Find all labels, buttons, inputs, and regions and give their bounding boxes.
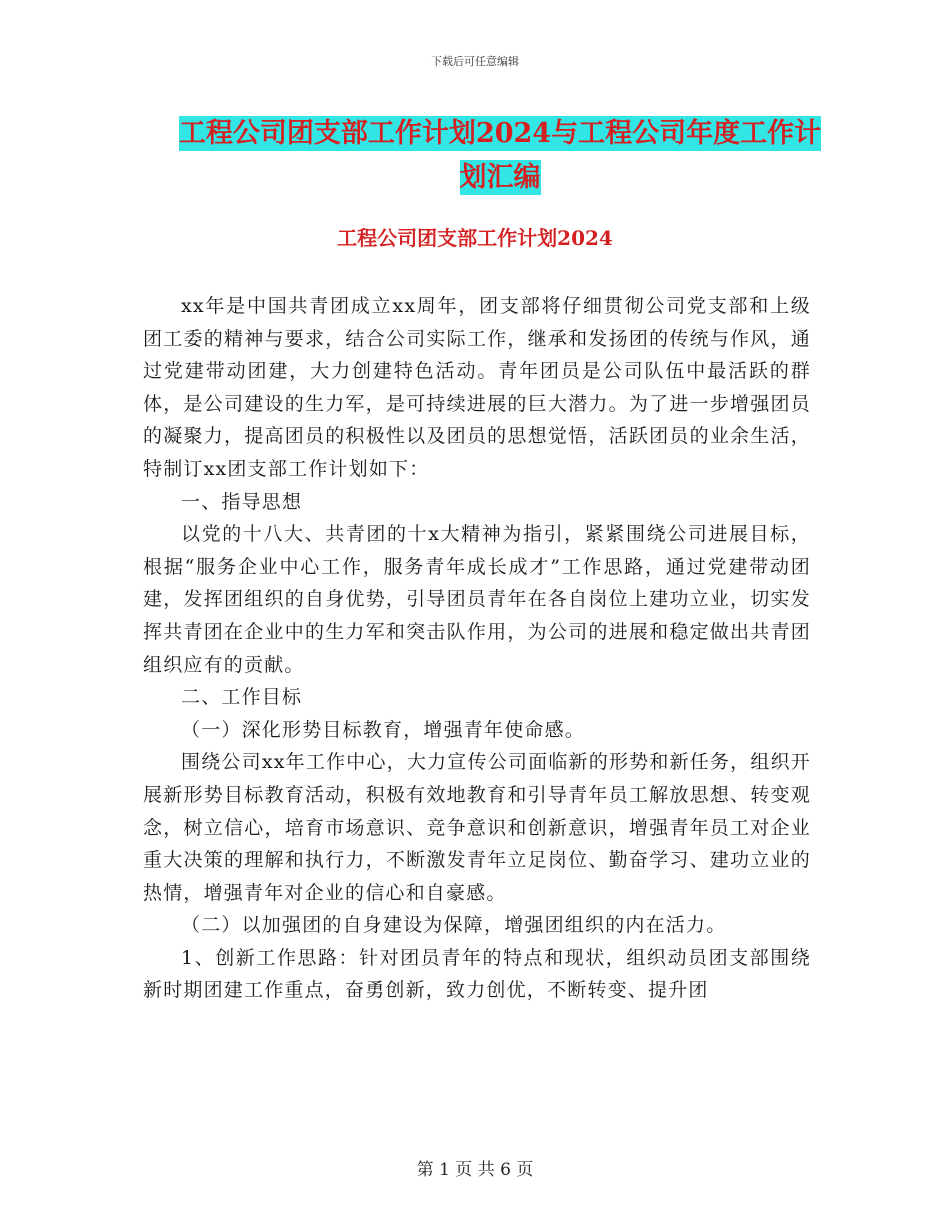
paragraph-goal-2-item-1: 1、创新工作思路：针对团员青年的特点和现状，组织动员团支部围绕新时期团建工作重点，奋勇创新，致力创优，不断转变、提升团: [143, 946, 811, 1002]
heading-work-goals: 二、工作目标: [181, 686, 303, 709]
subheading-goal-1: （一）深化形势目标教育，增强青年使命感。: [181, 718, 586, 741]
heading-guiding-ideology: 一、指导思想: [181, 490, 303, 513]
page-number: 第 1 页 共 6 页: [416, 1160, 534, 1180]
subheading-goal-2: （二）以加强团的自身建设为保障，增强团组织的内在活力。: [181, 914, 727, 937]
section-title: 工程公司团支部工作计划2024: [337, 226, 613, 250]
paragraph-guiding-ideology: 以党的十八大、共青团的十x大精神为指引，紧紧围绕公司进展目标，根据“服务企业中心工作，服务青年成长成才”工作思路，通过党建带动团建，发挥团组织的自身优势，引导团员青年在各自岗位上建功立业，切实发挥共青团在企业中的生力军和突击队作用，为公司的进展和稳定做出共青团组织应有的贡献。: [143, 523, 811, 676]
title-line-1: 工程公司团支部工作计划2024与工程公司年度工作计: [178, 118, 822, 149]
title-line-2: 划汇编: [459, 162, 541, 193]
header-note: 下载后可任意编辑: [431, 55, 519, 68]
paragraph-goal-1: 围绕公司xx年工作中心，大力宣传公司面临新的形势和新任务，组织开展新形势目标教育活动，积极有效地教育和引导青年员工解放思想、转变观念，树立信心，培育市场意识、竞争意识和创新意识，增强青年员工对企业重大决策的理解和执行力，不断激发青年立足岗位、勤奋学习、建功立业的热情，增强青年对企业的信心和自豪感。: [143, 751, 811, 904]
document-title: [140, 112, 860, 200]
paragraph-intro: xx年是中国共青团成立xx周年，团支部将仔细贯彻公司党支部和上级团工委的精神与要求，结合公司实际工作，继承和发扬团的传统与作风，通过党建带动团建，大力创建特色活动。青年团员是公司队伍中最活跃的群体，是公司建设的生力军，是可持续进展的巨大潜力。为了进一步增强团员的凝聚力，提高团员的积极性以及团员的思想觉悟，活跃团员的业余生活，特制订xx团支部工作计划如下：: [143, 295, 811, 480]
document-body: [143, 290, 811, 1007]
